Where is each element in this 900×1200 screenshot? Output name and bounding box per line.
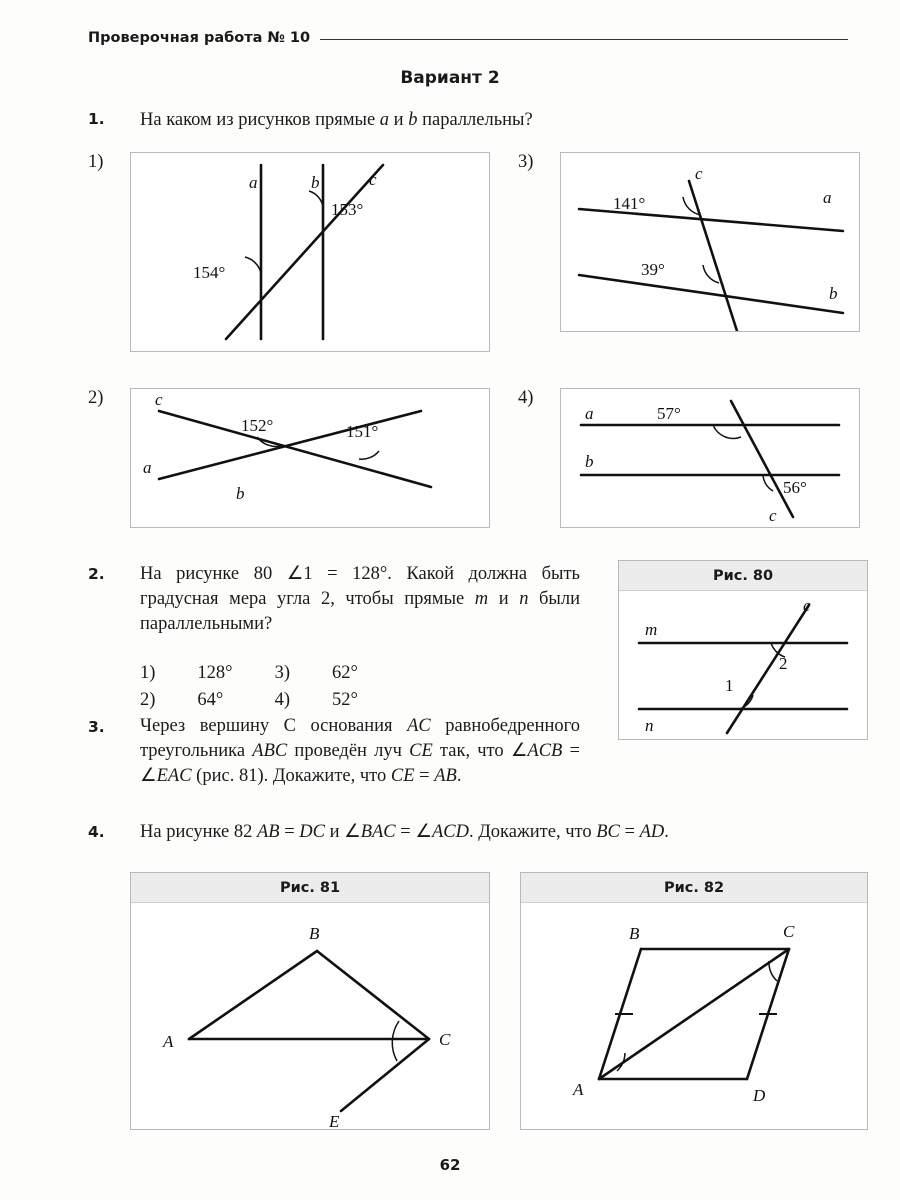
figure-81-label-A: A [163, 1032, 174, 1051]
figure-80-caption: Рис. 80 [619, 561, 867, 591]
task-2-text-value: На рисунке 80 ∠1 = 128°. Какой должна быть градусная мера угла 2, чтобы прямые m и n были параллельными? [140, 564, 580, 634]
figure-3 [560, 152, 860, 332]
figure-81-drawing [131, 903, 489, 1129]
task-2-answers [140, 660, 400, 714]
figure-82-label-D: D [753, 1086, 766, 1105]
option-label-1: 1) [88, 152, 104, 172]
task-3-text [140, 714, 580, 788]
figure-82-label-C: C [783, 922, 795, 941]
figure-4-drawing [561, 389, 859, 527]
task-1-text [140, 108, 870, 133]
figure-81-caption: Рис. 81 [131, 873, 489, 903]
figure-81-label-B: B [309, 924, 320, 943]
figure-1-drawing [131, 153, 489, 351]
task-4-number: 4. [88, 823, 105, 841]
figure-82-caption: Рис. 82 [521, 873, 867, 903]
answer-row [140, 687, 400, 714]
header-title: Проверочная работа № 10 [88, 30, 311, 46]
page-number: 62 [439, 1156, 461, 1174]
figure-2-label-b: b [236, 484, 245, 503]
task-3-text-value: Через вершину C основания AC равнобедренного треугольника ABC проведён луч CE так, что ∠ACB = ∠EAC (рис. 81). Докажите, что CE = AB. [140, 716, 580, 786]
answer-row [140, 660, 400, 687]
task-1-text-value: На каком из рисунков прямые a и b параллельны? [140, 110, 533, 130]
figure-2-drawing [131, 389, 489, 527]
option-label-4: 4) [518, 388, 534, 408]
figure-4-label-a: a [585, 404, 594, 423]
figure-3-label-c: c [695, 164, 703, 183]
figure-4-angle-57: 57° [657, 404, 681, 423]
figure-82 [520, 872, 868, 1130]
task-1-number: 1. [88, 110, 105, 128]
figure-81-label-E: E [329, 1112, 340, 1129]
figure-3-label-b: b [829, 284, 838, 303]
figure-80-angle-1: 1 [725, 676, 734, 695]
answer-key-1: 1) [140, 663, 156, 683]
figure-82-label-A: A [573, 1080, 584, 1099]
figure-80-label-c: c [803, 596, 811, 615]
task-4-text-value: На рисунке 82 AB = DC и ∠BAC = ∠ACD. Докажите, что BC = AD. [140, 822, 669, 842]
figure-1-label-b: b [311, 173, 320, 192]
answer-value-2: 64° [197, 689, 224, 710]
figure-4-label-b: b [585, 452, 594, 471]
running-header [88, 30, 848, 46]
figure-2-angle-151: 151° [346, 422, 379, 441]
figure-1-angle-154: 154° [193, 263, 226, 282]
figure-1-label-a: a [249, 173, 258, 192]
header-rule [320, 39, 848, 40]
figure-1-angle-153: 153° [331, 200, 364, 219]
figure-2-angle-152: 152° [241, 416, 274, 435]
figure-1 [130, 152, 490, 352]
variant-title: Вариант 2 [400, 68, 500, 88]
figure-2-label-c: c [155, 390, 163, 409]
answer-value-1: 128° [197, 663, 233, 683]
task-3-number: 3. [88, 718, 105, 736]
figure-4-angle-56: 56° [783, 478, 807, 497]
figure-2 [130, 388, 490, 528]
figure-80-label-n: n [645, 716, 654, 735]
figure-3-drawing [561, 153, 859, 331]
figure-81-label-C: C [439, 1030, 451, 1049]
figure-3-label-a: a [823, 188, 832, 207]
figure-80-drawing [619, 591, 867, 739]
option-label-3: 3) [518, 152, 534, 172]
task-2-text [140, 562, 580, 636]
figure-80-label-m: m [645, 620, 658, 639]
option-label-2: 2) [88, 388, 104, 408]
figure-80-angle-2: 2 [779, 654, 788, 673]
figure-3-angle-39: 39° [641, 260, 665, 279]
figure-2-label-a: a [143, 458, 152, 477]
figure-4-label-c: c [769, 506, 777, 525]
figure-1-label-c: c [369, 170, 377, 189]
task-4-text [140, 820, 870, 845]
answer-key-4: 4) [274, 689, 290, 710]
figure-80 [618, 560, 868, 740]
answer-value-3: 62° [332, 663, 358, 683]
answer-key-2: 2) [140, 689, 156, 710]
figure-4 [560, 388, 860, 528]
figure-82-drawing [521, 903, 867, 1129]
answer-key-3: 3) [274, 663, 290, 683]
task-2-number: 2. [88, 565, 105, 583]
figure-81 [130, 872, 490, 1130]
figure-82-label-B: B [629, 924, 640, 943]
answer-value-4: 52° [332, 689, 358, 710]
figure-3-angle-141: 141° [613, 194, 646, 213]
